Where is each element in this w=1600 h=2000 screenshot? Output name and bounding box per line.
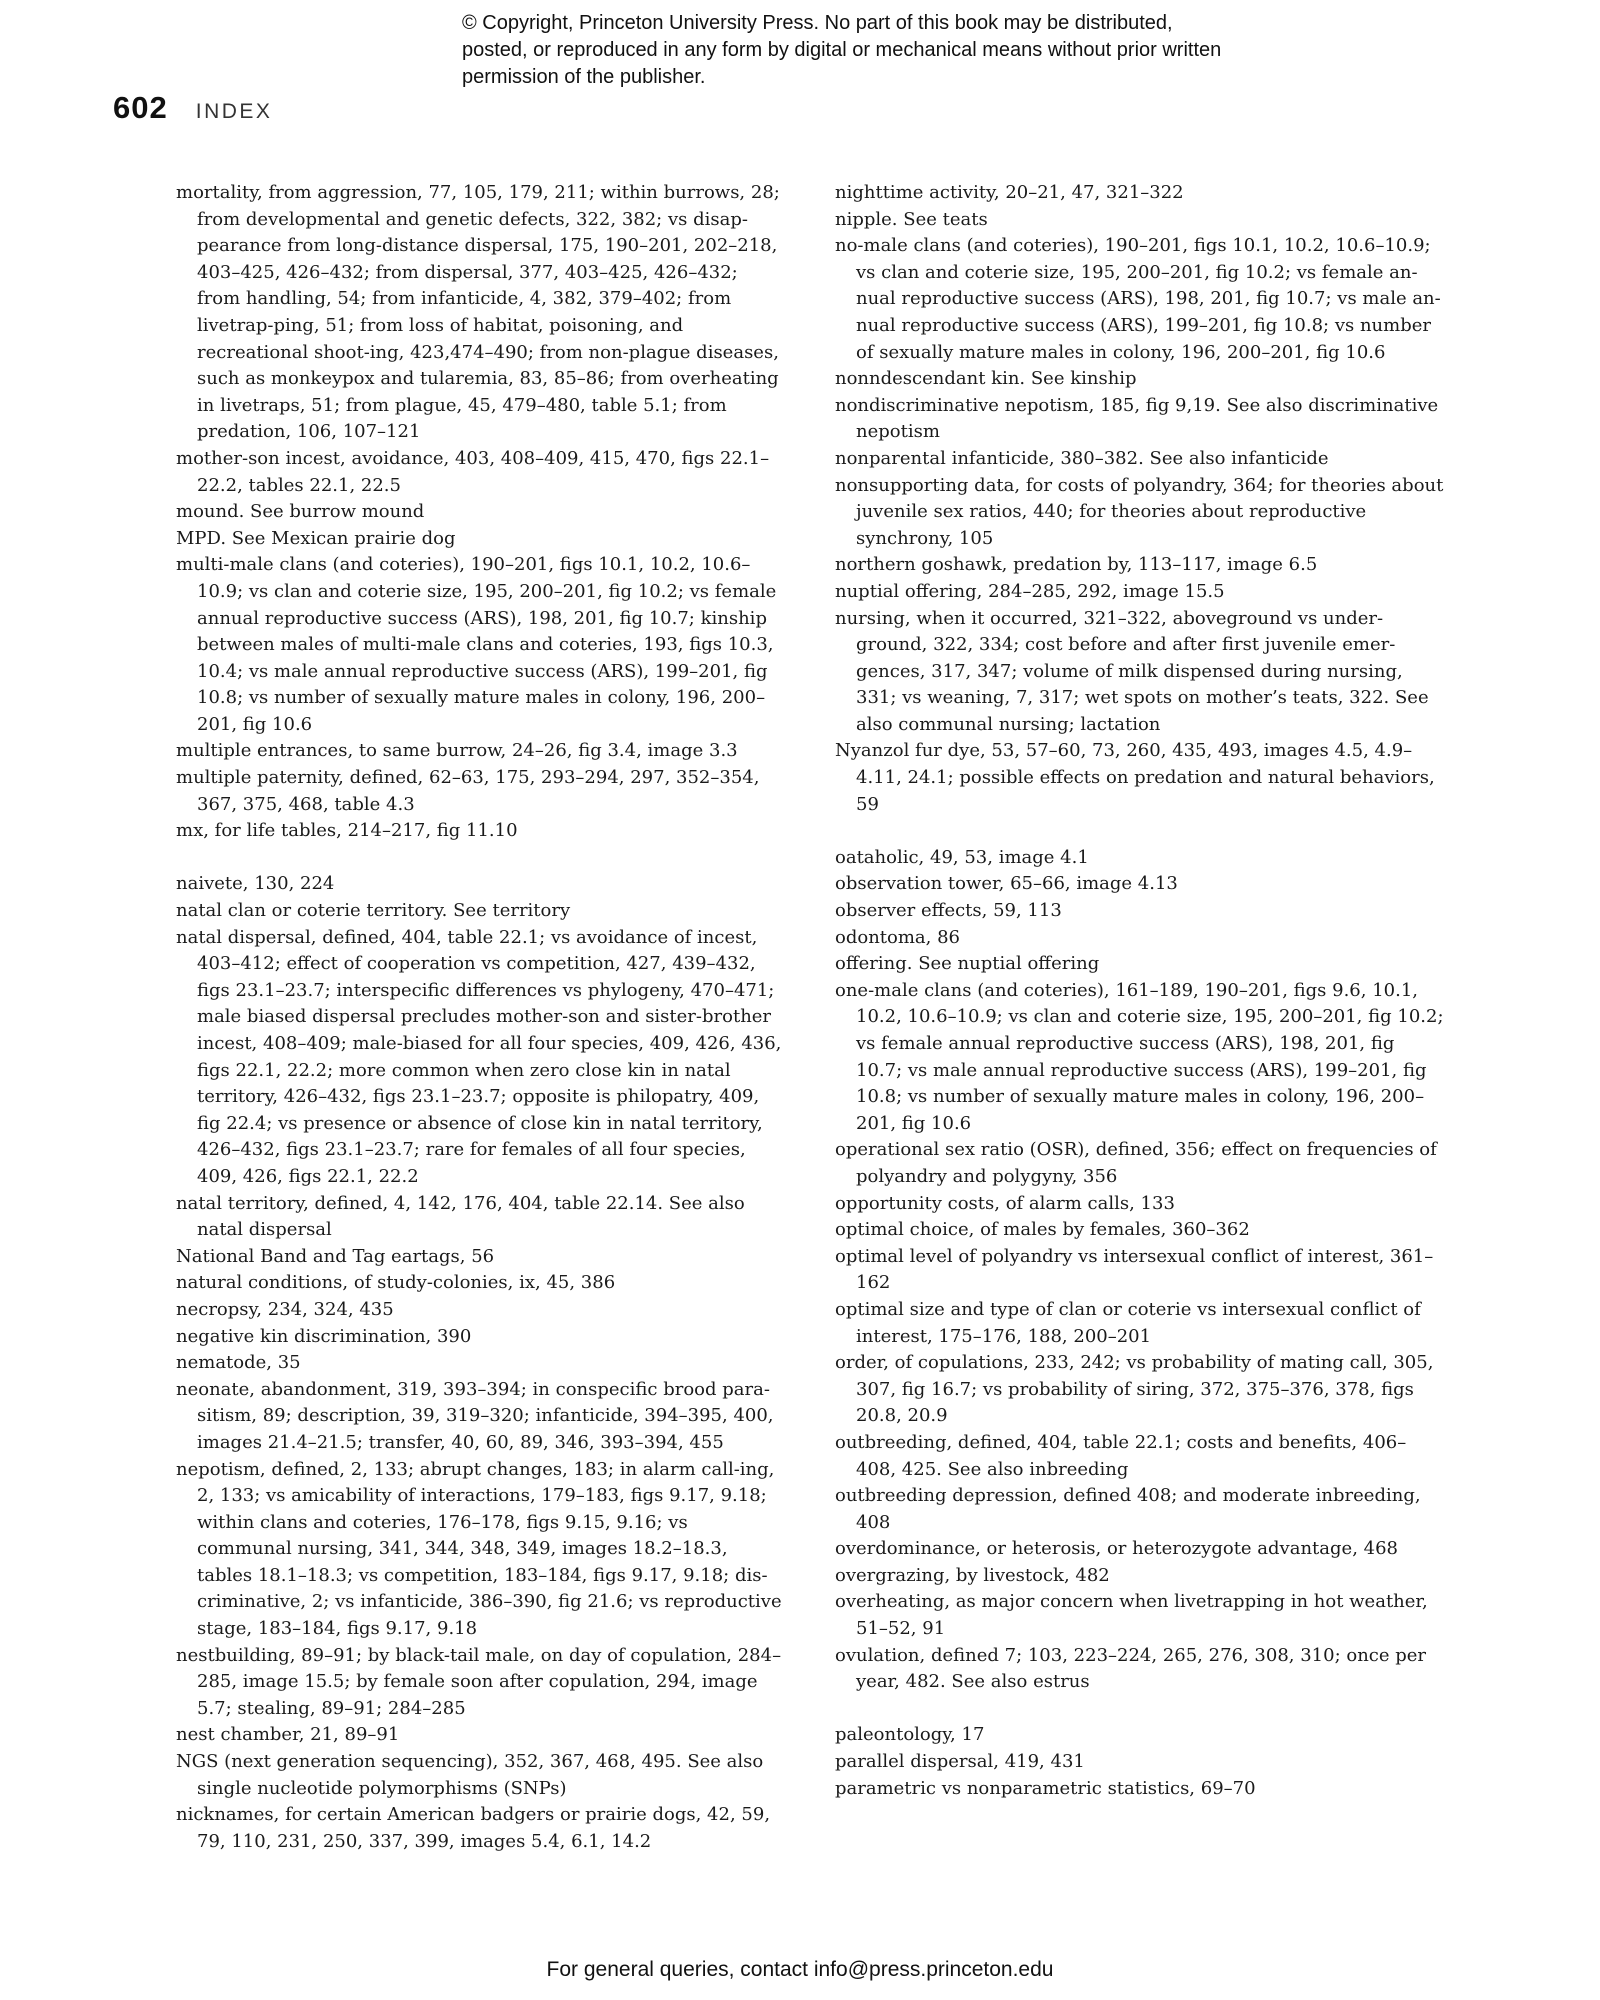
letter-group-gap: [835, 818, 1445, 845]
index-entry: nicknames, for certain American badgers or prairie dogs, 42, 59, 79, 110, 231, 250, 337, 399, images 5.4, 6.1, 14.2: [176, 1804, 771, 1852]
index-entry: outbreeding depression, defined 408; and moderate inbreeding, 408: [835, 1485, 1421, 1533]
index-entry: observer effects, 59, 113: [835, 900, 1062, 922]
index-entry: optimal level of polyandry vs intersexual conflict of interest, 361–162: [835, 1245, 1434, 1294]
index-entry: negative kin discrimination, 390: [176, 1325, 472, 1347]
index-entry: northern goshawk, predation by, 113–117, image 6.5: [835, 554, 1318, 576]
index-entry: overdominance, or heterosis, or heterozygote advantage, 468: [835, 1538, 1398, 1560]
index-entry: ovulation, defined 7; 103, 223–224, 265, 276, 308, 310; once per year, 482. See also estrus: [835, 1644, 1427, 1693]
index-entry: nematode, 35: [176, 1352, 301, 1374]
index-entry: Nyanzol fur dye, 53, 57–60, 73, 260, 435, 493, images 4.5, 4.9–4.11, 24.1; possible effects on predation and natural behaviors, 59: [835, 740, 1435, 815]
index-entry: parametric vs nonparametric statistics, 69–70: [835, 1777, 1256, 1799]
index-entry: multiple entrances, to same burrow, 24–26, fig 3.4, image 3.3: [176, 740, 738, 762]
index-entry: naivete, 130, 224: [176, 873, 335, 895]
index-entry: nonsupporting data, for costs of polyandry, 364; for theories about juvenile sex ratios, 440; for theories about reproductive synchrony, 105: [835, 474, 1444, 549]
index-entry: one-male clans (and coteries), 161–189, 190–201, figs 9.6, 10.1, 10.2, 10.6–10.9; vs clan and coterie size, 195, 200–201, fig 10.2; vs female annual reproductive success (ARS), 198, 201, fig 10.7; vs male annual reproductive success (ARS), 199–201, fig 10.8; vs number of sexually mature males in colony, 196, 200–201, fig 10.6: [835, 979, 1444, 1134]
index-column-right: [835, 180, 1445, 1802]
index-entry: outbreeding, defined, 404, table 22.1; costs and benefits, 406–408, 425. See also inbreeding: [835, 1431, 1407, 1480]
footer-text: For general queries, contact info@press.princeton.edu: [546, 1958, 1054, 1981]
index-column-left: [176, 180, 786, 1855]
index-entry: opportunity costs, of alarm calls, 133: [835, 1192, 1175, 1214]
section-title: INDEX: [195, 100, 273, 123]
index-entry: neonate, abandonment, 319, 393–394; in conspecific brood para-sitism, 89; description, 39, 319–320; infanticide, 394–395, 400, images 21.4–21.5; transfer, 40, 60, 89, 346, 393–394, 455: [176, 1378, 774, 1453]
index-entry: nepotism, defined, 2, 133; abrupt changes, 183; in alarm call-ing, 2, 133; vs amicability of interactions, 179–183, figs 9.17, 9.18; within clans and coteries, 176–178, figs 9.15, 9.16; vs communal nursing, 341, 344, 348, 349, images 18.2–18.3, tables 18.1–18.3; vs competition, 183–184, figs 9.17, 9.18; dis-criminative, 2; vs infanticide, 386–390, fig 21.6; vs reproductive stage, 183–184, figs 9.17, 9.18: [176, 1458, 782, 1640]
index-entry: NGS (next generation sequencing), 352, 367, 468, 495. See also single nucleotide polymorphisms (SNPs): [176, 1751, 764, 1799]
index-entry: paleontology, 17: [835, 1724, 985, 1746]
index-entry: nonparental infanticide, 380–382. See also infanticide: [835, 447, 1329, 469]
index-entry: nestbuilding, 89–91; by black-tail male, on day of copulation, 284–285, image 15.5; by female soon after copulation, 294, image 5.7; stealing, 89–91; 284–285: [176, 1644, 782, 1719]
index-entry: mother-son incest, avoidance, 403, 408–409, 415, 470, figs 22.1–22.2, tables 22.1, 22.5: [176, 447, 770, 496]
index-entry: nonndescendant kin. See kinship: [835, 368, 1137, 390]
index-entry: operational sex ratio (OSR), defined, 356; effect on frequencies of polyandry and polygyny, 356: [835, 1139, 1437, 1187]
index-entry: mound. See burrow mound: [176, 501, 425, 523]
index-entry: optimal size and type of clan or coterie vs intersexual conflict of interest, 175–176, 188, 200–201: [835, 1298, 1421, 1347]
index-entry: mx, for life tables, 214–217, fig 11.10: [176, 820, 518, 842]
index-entry: optimal choice, of males by females, 360–362: [835, 1219, 1250, 1241]
letter-group-gap: [176, 845, 786, 872]
index-entry: natal territory, defined, 4, 142, 176, 404, table 22.14. See also natal dispersal: [176, 1192, 745, 1241]
index-entry: MPD. See Mexican prairie dog: [176, 527, 456, 549]
running-head: [113, 90, 272, 126]
index-entry: natal clan or coterie territory. See territory: [176, 900, 571, 922]
index-entry: nursing, when it occurred, 321–322, aboveground vs under-ground, 322, 334; cost before and after first juvenile emer-gences, 317, 347; volume of milk dispensed during nursing, 331; vs weaning, 7, 317; wet spots on mother’s teats, 322. See also communal nursing; lactation: [835, 607, 1429, 735]
index-entry: National Band and Tag eartags, 56: [176, 1245, 495, 1267]
index-entry: observation tower, 65–66, image 4.13: [835, 873, 1178, 895]
page-number: 602: [113, 90, 168, 125]
index-entry: overgrazing, by livestock, 482: [835, 1564, 1110, 1586]
index-entry: multi-male clans (and coteries), 190–201, figs 10.1, 10.2, 10.6–10.9; vs clan and coterie size, 195, 200–201, fig 10.2; vs female annual reproductive success (ARS), 198, 201, fig 10.7; kinship between males of multi-male clans and coteries, 193, figs 10.3, 10.4; vs male annual reproductive success (ARS), 199–201, fig 10.8; vs number of sexually mature males in colony, 196, 200–201, fig 10.6: [176, 554, 777, 735]
index-entry: offering. See nuptial offering: [835, 953, 1100, 975]
copyright-notice: © Copyright, Princeton University Press. No part of this book may be distributed, posted, or reproduced in any form by digital or mechanical means without prior written permission of the publisher.: [462, 12, 1222, 88]
index-entry: natural conditions, of study-colonies, ix, 45, 386: [176, 1272, 616, 1294]
index-entry: oataholic, 49, 53, image 4.1: [835, 846, 1089, 868]
index-entry: nuptial offering, 284–285, 292, image 15.5: [835, 580, 1225, 602]
index-entry: order, of copulations, 233, 242; vs probability of mating call, 305, 307, fig 16.7; vs probability of siring, 372, 375–376, 378, figs 20.8, 20.9: [835, 1352, 1434, 1427]
index-entry: mortality, from aggression, 77, 105, 179, 211; within burrows, 28; from developmental and genetic defects, 322, 382; vs disap-pearance from long-distance dispersal, 175, 190–201, 202–218, 403–425, 426–432; from dispersal, 377, 403–425, 426–432; from handling, 54; from infanticide, 4, 382, 379–402; from livetrap-ping, 51; from loss of habitat, poisoning, and recreational shoot-ing, 423,474–490; from non-plague diseases, such as monkeypox and tularemia, 83, 85–86; from overheating in livetraps, 51; from plague, 45, 479–480, table 5.1; from predation, 106, 107–121: [176, 182, 780, 443]
index-entry: necropsy, 234, 324, 435: [176, 1298, 394, 1320]
index-entry: overheating, as major concern when livetrapping in hot weather, 51–52, 91: [835, 1591, 1428, 1640]
index-entry: nest chamber, 21, 89–91: [176, 1724, 400, 1746]
index-entry: nondiscriminative nepotism, 185, fig 9,19. See also discriminative nepotism: [835, 394, 1439, 443]
index-entry: multiple paternity, defined, 62–63, 175, 293–294, 297, 352–354, 367, 375, 468, table 4.3: [176, 767, 760, 815]
letter-group-gap: [835, 1696, 1445, 1723]
index-entry: nipple. See teats: [835, 208, 988, 230]
index-entry: odontoma, 86: [835, 926, 961, 948]
index-entry: no-male clans (and coteries), 190–201, figs 10.1, 10.2, 10.6–10.9; vs clan and coterie size, 195, 200–201, fig 10.2; vs female an-nual reproductive success (ARS), 198, 201, fig 10.7; vs male an-nual reproductive success (ARS), 199–201, fig 10.8; vs number of sexually mature males in colony, 196, 200–201, fig 10.6: [835, 235, 1441, 363]
footer-contact: [0, 1958, 1600, 1982]
index-entry: natal dispersal, defined, 404, table 22.1; vs avoidance of incest, 403–412; effect of cooperation vs competition, 427, 439–432, figs 23.1–23.7; interspecific differences vs phylogeny, 470–471; male biased dispersal precludes mother-son and sister-brother incest, 408–409; male-biased for all four species, 409, 426, 436, figs 22.1, 22.2; more common when zero close kin in natal territory, 426–432, figs 23.1–23.7; opposite is philopatry, 409, fig 22.4; vs presence or absence of close kin in natal territory, 426–432, figs 23.1–23.7; rare for females of all four species, 409, 426, figs 22.1, 22.2: [176, 926, 782, 1187]
index-entry: parallel dispersal, 419, 431: [835, 1751, 1085, 1773]
index-entry: nighttime activity, 20–21, 47, 321–322: [835, 182, 1184, 203]
